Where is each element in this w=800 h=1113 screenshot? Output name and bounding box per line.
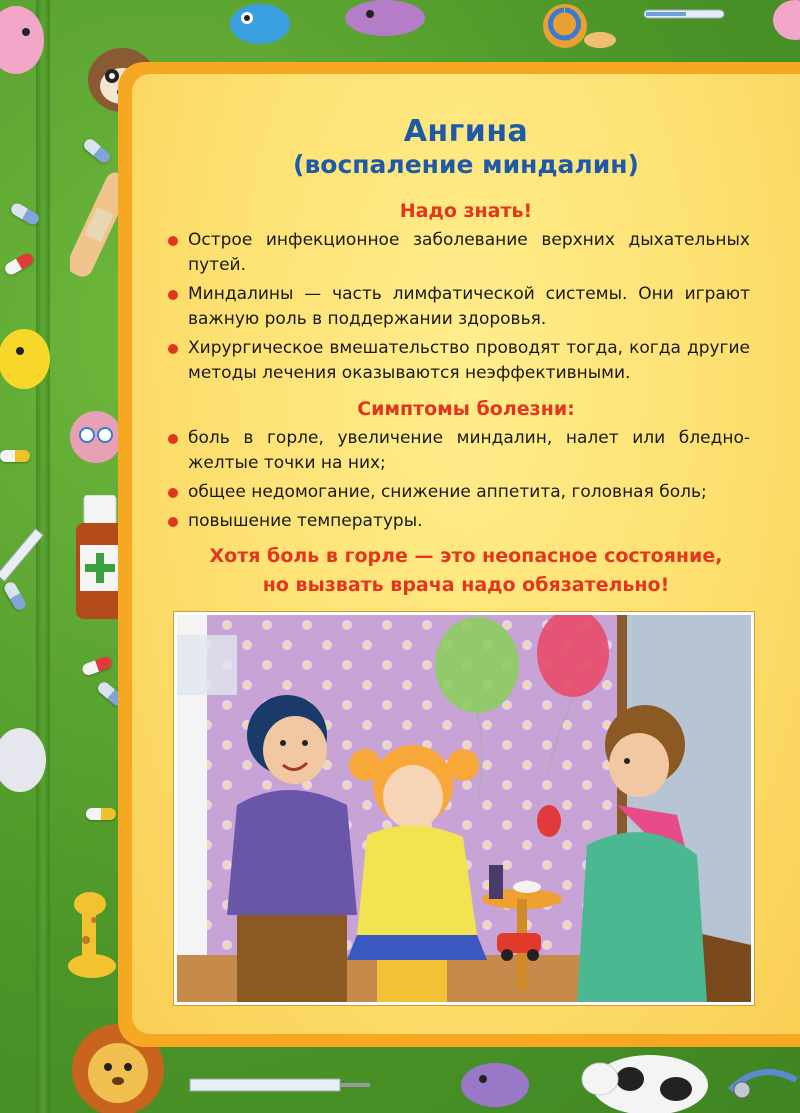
snail-icon (520, 0, 620, 55)
bullet-icon (168, 488, 178, 498)
page-subtitle: (воспаление миндалин) (293, 150, 639, 179)
pig-icon (765, 0, 800, 50)
illustration (174, 612, 754, 1005)
pill-icon (86, 808, 116, 820)
fish-icon (225, 0, 295, 50)
green-balloon (435, 617, 519, 713)
list-item: Острое инфекционное заболевание верхних дыхательных путей. (166, 228, 750, 278)
bullet-icon (168, 517, 178, 527)
list-item: Миндалины — часть лимфатической системы. Они играют важную роль в поддержании здоровья. (166, 282, 750, 332)
know-heading: Надо знать! (399, 200, 533, 222)
duck-icon (0, 315, 55, 395)
bullet-icon (168, 236, 178, 246)
bullet-icon (168, 434, 178, 444)
symptoms-heading: Симптомы болезни: (357, 398, 575, 420)
warning-line-2: но вызвать врача надо обязательно! (262, 574, 670, 596)
symptoms-list (166, 426, 750, 538)
children-scene-illustration (177, 615, 751, 1002)
hippo-icon (340, 0, 430, 40)
list-item: Хирургическое вмешательство проводят тогда, когда другие методы лечения оказываются неэффективными. (166, 336, 750, 386)
cat-icon (66, 405, 126, 465)
thermometer-icon (640, 0, 730, 30)
page-title: Ангина (403, 114, 529, 149)
elephant-icon (0, 720, 50, 800)
syringe-icon (180, 1065, 380, 1105)
pig-icon (0, 0, 50, 80)
giraffe-icon (60, 890, 120, 980)
dolphin-icon (455, 1045, 535, 1113)
pill-icon (0, 450, 30, 462)
syringe-icon (0, 520, 50, 600)
warning-line-1: Хотя боль в горле — это неопасное состояние, (209, 545, 723, 567)
list-item: общее недомогание, снижение аппетита, головная боль; (166, 480, 750, 505)
list-item: повышение температуры. (166, 509, 750, 534)
list-item: боль в горле, увеличение миндалин, налет или бледно-желтые точки на них; (166, 426, 750, 476)
know-list (166, 228, 750, 390)
stethoscope-icon (720, 1050, 800, 1113)
bullet-icon (168, 290, 178, 300)
bullet-icon (168, 344, 178, 354)
cow-icon (580, 1045, 710, 1113)
